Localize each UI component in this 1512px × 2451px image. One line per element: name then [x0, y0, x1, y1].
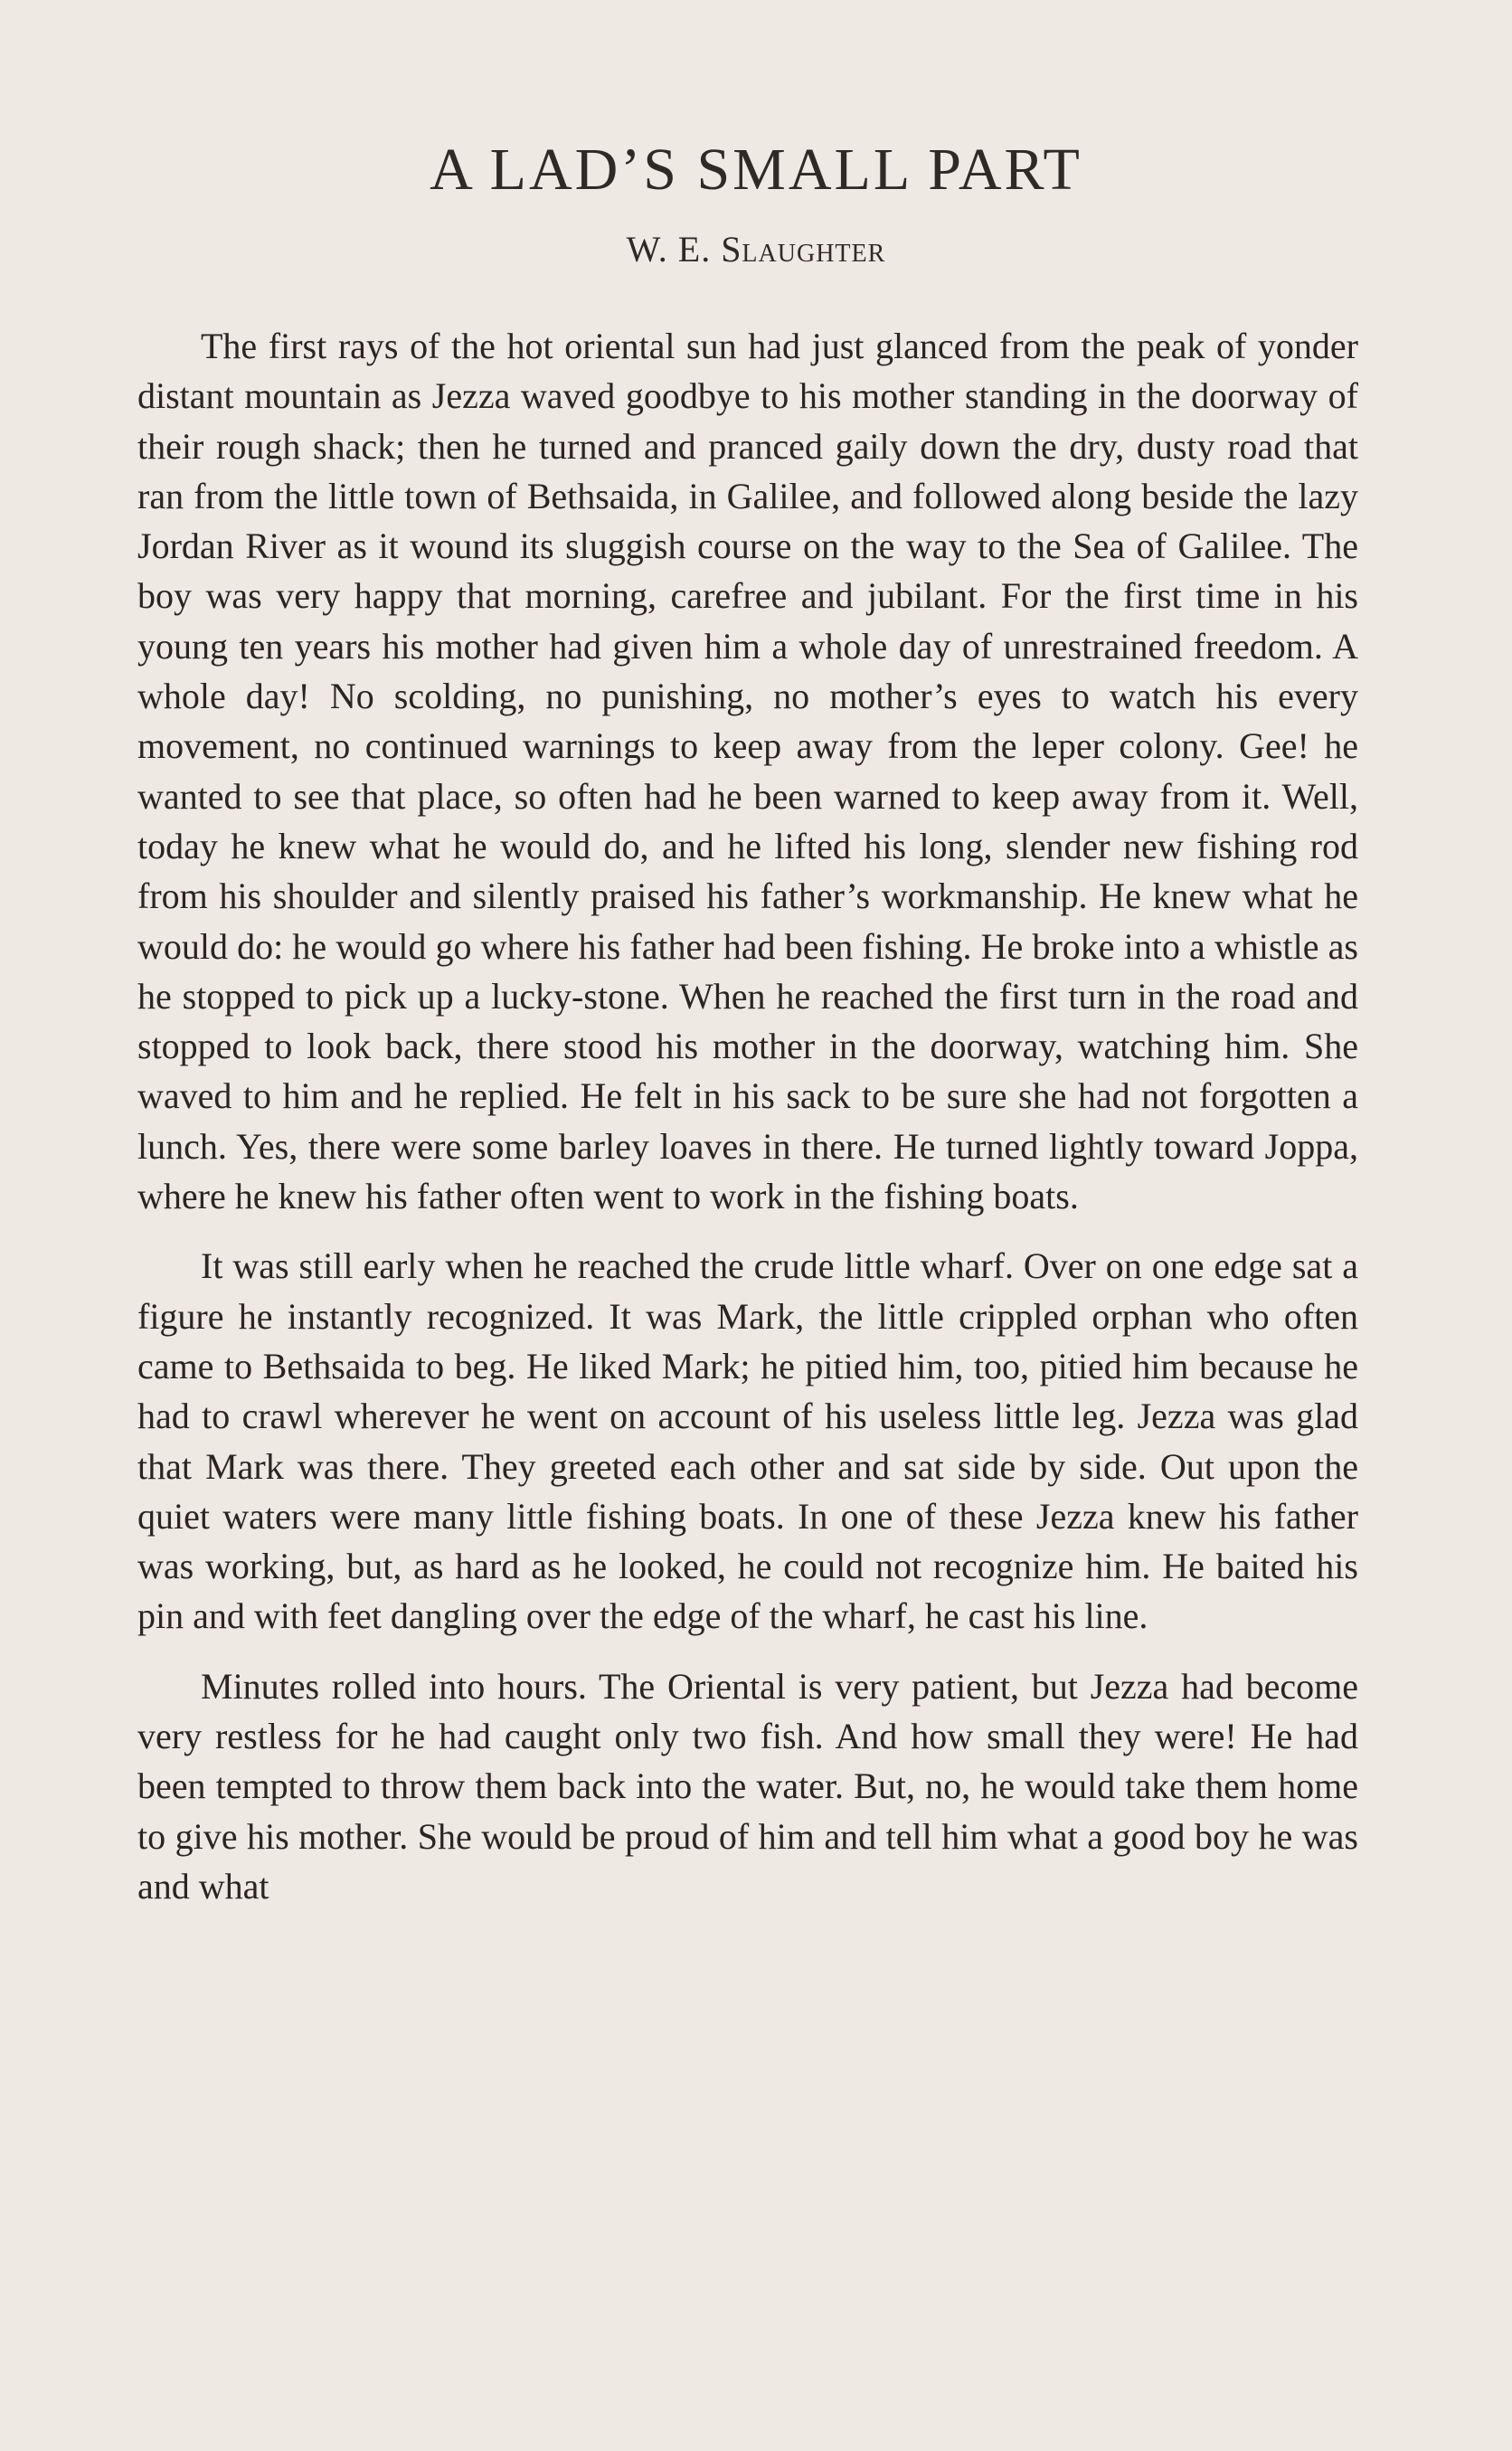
article-author: W. E. Slaughter — [626, 229, 886, 270]
article-body — [137, 321, 1358, 1931]
article-title: A LAD’S SMALL PART — [430, 137, 1082, 203]
paragraph: The first rays of the hot oriental sun had just glanced from the peak of yonder distant mountain as Jezza waved goodbye to his mother standing in the doorway of their rough shack; then he turned and pranced gaily down the dry, dusty road that ran from the little town of Bethsaida, in Galilee, and followed along beside the lazy Jordan River as it wound its sluggish course on the way to the Sea of Galilee. The boy was very happy that morning, carefree and jubilant. For the first time in his young ten years his mother had given him a whole day of unrestrained freedom. A whole day! No scolding, no punishing, no mother’s eyes to watch his every movement, no continued warnings to keep away from the leper colony. Gee! he wanted to see that place, so often had he been warned to keep away from it. Well, today he knew what he would do, and he lifted his long, slender new fishing rod from his shoulder and silently praised his father’s workmanship. He knew what he would do: he would go where his father had been fishing. He broke into a whistle as he stopped to pick up a lucky-stone. When he reached the first turn in the road and stopped to look back, there stood his mother in the doorway, watching him. She waved to him and he replied. He felt in his sack to be sure she had not forgotten a lunch. Yes, there were some barley loaves in there. He turned lightly toward Joppa, where he knew his father often went to work in the fishing boats. — [137, 326, 1358, 1217]
paragraph: Minutes rolled into hours. The Oriental is very patient, but Jezza had become very restless for he had caught only two fish. And how small they were! He had been tempted to throw them back into the water. But, no, he would take them home to give his mother. She would be proud of him and tell him what a good boy he was and what — [137, 1665, 1358, 1907]
paragraph: It was still early when he reached the crude little wharf. Over on one edge sat a figure he instantly recognized. It was Mark, the little crippled orphan who often came to Bethsaida to beg. He liked Mark; he pitied him, too, pitied him because he had to crawl wherever he went on account of his useless little leg. Jezza was glad that Mark was there. They greeted each other and sat side by side. Out upon the quiet waters were many little fishing boats. In one of these Jezza knew his father was working, but, as hard as he looked, he could not recognize him. He baited his pin and with feet dangling over the edge of the wharf, he cast his line. — [137, 1245, 1358, 1637]
